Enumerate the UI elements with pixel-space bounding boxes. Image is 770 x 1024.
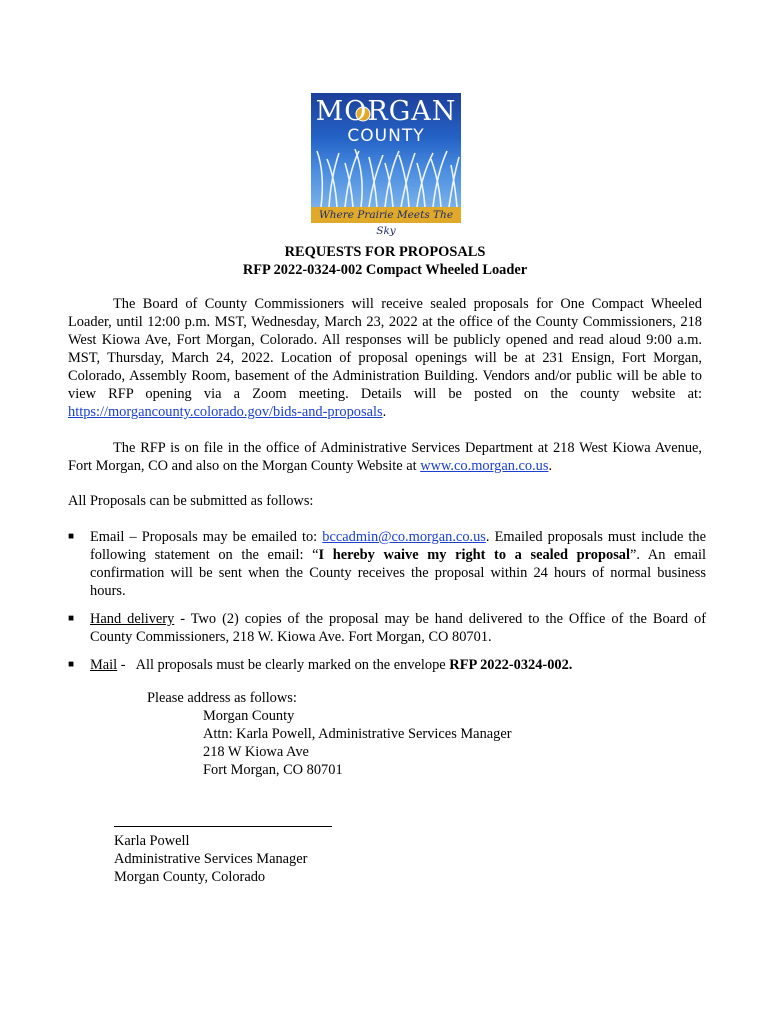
document-title: REQUESTS FOR PROPOSALS <box>284 244 486 260</box>
file-note-paragraph: The RFP is on file in the office of Administrative Services Department at 218 West Kiowa Avenue, Fort Morgan, CO and also on the Morgan County Website at www.co.morgan.co.us. <box>68 440 702 474</box>
email-address-link[interactable]: bccadmin@co.morgan.co.us <box>322 529 486 545</box>
signatory-name: Karla Powell <box>114 833 190 849</box>
hand-delivery-label: Hand delivery <box>90 611 175 627</box>
intro-paragraph: The Board of County Commissioners will receive sealed proposals for One Compact Wheeled Loader, until 12:00 p.m. MST, Wednesday, March 23, 2022 at the office of the County Commissioners, 218 West Kiowa Ave, Fort Morgan, Colorado. All responses will be publicly opened and read aloud 9:00 a.m. MST, Thursday, March 24, 2022. Location of proposal openings will be at 231 Ensign, Fort Morgan, Colorado, Assembly Room, basement of the Administration Building. Vendors and/or public will be able to view RFP opening via a Zoom meeting. Details will be posted on the county website at: https://morgancounty.colorado.gov/bids-and-proposals. <box>68 296 702 420</box>
signatory-organization: Morgan County, Colorado <box>114 869 266 885</box>
hand-delivery-text: Hand delivery - Two (2) copies of the proposal may be hand delivered to the Office of the Board of County Commissioners, 218 W. Kiowa Ave. Fort Morgan, CO 80701. <box>90 611 706 645</box>
bullet-square-icon: ■ <box>68 613 75 624</box>
submission-intro: All Proposals can be submitted as follows: <box>68 493 314 509</box>
address-line: Attn: Karla Powell, Administrative Services Manager <box>203 726 512 742</box>
signatory-title: Administrative Services Manager <box>114 851 308 867</box>
bullet-square-icon: ■ <box>68 531 75 542</box>
mail-label: Mail <box>90 657 118 673</box>
county-website-link[interactable]: www.co.morgan.co.us <box>420 458 549 474</box>
intro-text: The Board of County Commissioners will receive sealed proposals for One Compact Wheeled Loader, until 12:00 p.m. MST, Wednesday, March 23, 2022 at the office of the County Commissioners, 218 West Kiowa Ave, Fort Morgan, Colorado. All responses will be publicly opened and read aloud 9:00 a.m. MST, Thursday, March 24, 2022. Location of proposal openings will be at 231 Ensign, Fort Morgan, Colorado, Assembly Room, basement of the Administration Building. Vendors and/or public will be able to view RFP opening via a Zoom meeting. Details will be posted on the county website at: <box>68 296 702 402</box>
mail-rfp-number: RFP 2022-0324-002. <box>449 657 573 673</box>
address-line: Morgan County <box>203 708 295 724</box>
waiver-statement: I hereby waive my right to a sealed proposal <box>318 547 630 563</box>
document-subtitle: RFP 2022-0324-002 Compact Wheeled Loader <box>242 262 528 278</box>
address-line: 218 W Kiowa Ave <box>203 744 309 760</box>
email-bullet-text: Email – Proposals may be emailed to: bccadmin@co.morgan.co.us. Emailed proposals must include the following statement on the email: “I hereby waive my right to a sealed proposal”. An email confirmation will be sent when the County receives the proposal within 24 hours of normal business hours. <box>90 529 707 599</box>
mail-text: Mail - All proposals must be clearly marked on the envelope RFP 2022-0324-002. <box>90 657 573 673</box>
logo-subtitle: COUNTY <box>347 126 425 146</box>
logo-tagline: Where Prairie Meets The Sky <box>311 207 461 223</box>
bullet-square-icon: ■ <box>68 659 75 670</box>
file-note-text: The RFP is on file in the office of Administrative Services Department at 218 West Kiowa Avenue, Fort Morgan, CO and also on the Morgan County Website at <box>68 440 702 474</box>
logo-title: MORGAN <box>315 96 457 127</box>
bids-proposals-link[interactable]: https://morgancounty.colorado.gov/bids-and-proposals <box>68 404 383 420</box>
address-intro: Please address as follows: <box>147 690 297 706</box>
morgan-county-logo <box>311 93 461 237</box>
address-line: Fort Morgan, CO 80701 <box>203 762 343 778</box>
signature-line <box>114 826 332 827</box>
